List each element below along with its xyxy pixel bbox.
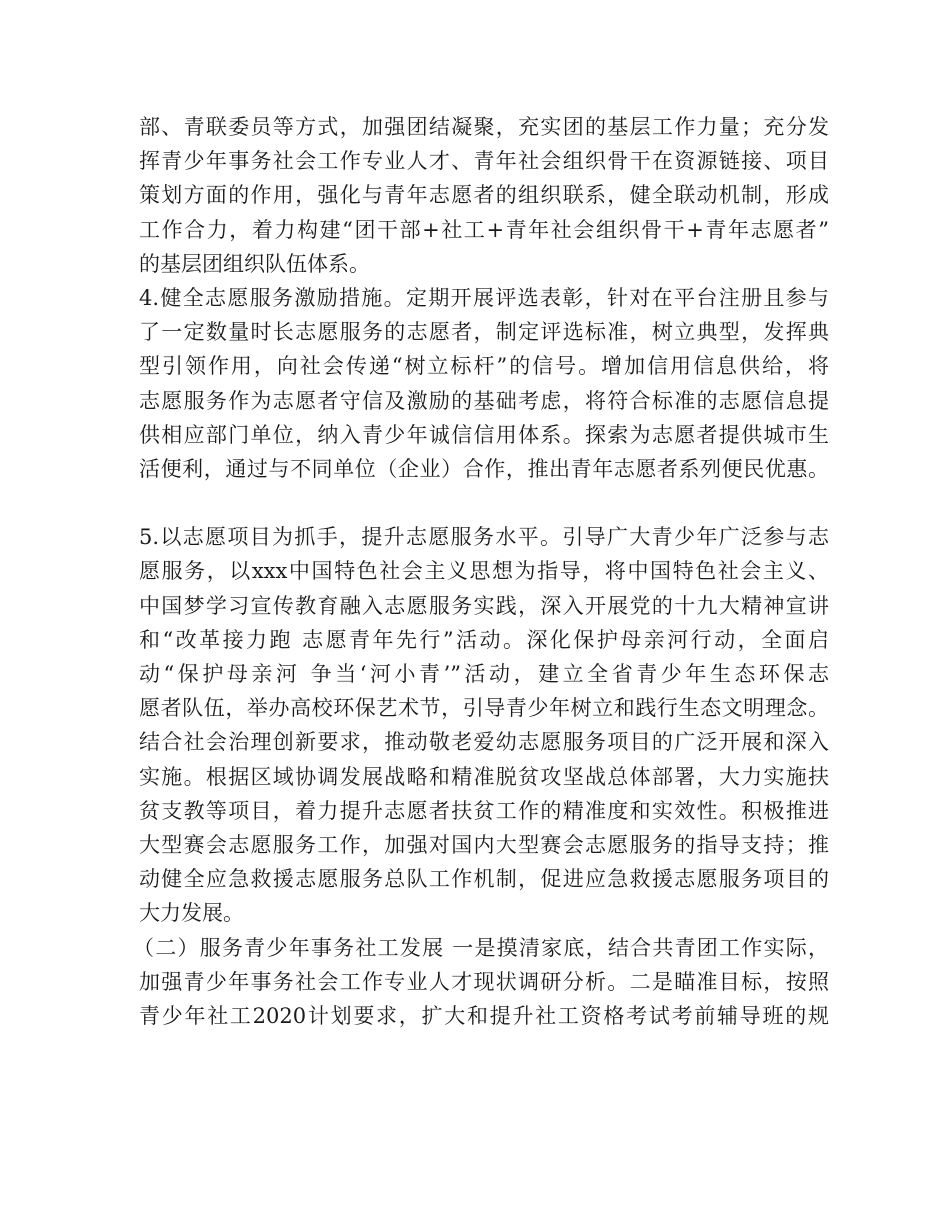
text-line: 挥青少年事务社会工作专业人才、青年社会组织骨干在资源链接、项目 xyxy=(139,149,829,174)
text-line: 了一定数量时长志愿服务的志愿者，制定评选标准，树立典型，发挥典 xyxy=(139,320,829,345)
paragraph-item-4 xyxy=(139,281,829,486)
text-line: 愿者队伍，举办高校环保艺术节，引导青少年树立和践行生态文明理念。 xyxy=(139,696,829,721)
paragraph-gap xyxy=(139,486,829,520)
text-line: 中国梦学习宣传教育融入志愿服务实践，深入开展党的十九大精神宣讲 xyxy=(139,593,829,618)
text-line: 和“改革接力跑 志愿青年先行”活动。深化保护母亲河行动，全面启 xyxy=(139,627,829,652)
text-line: 贫支教等项目，着力提升志愿者扶贫工作的精准度和实效性。积极推进 xyxy=(139,798,829,823)
text-line: 活便利，通过与不同单位（企业）合作，推出青年志愿者系列便民优惠。 xyxy=(139,456,829,481)
document-body xyxy=(133,110,829,1033)
text-line: 青少年社工2020计划要求，扩大和提升社工资格考试考前辅导班的规 xyxy=(139,1003,829,1028)
text-line: 大力发展。 xyxy=(139,901,244,926)
text-line: 结合社会治理创新要求，推动敬老爱幼志愿服务项目的广泛开展和深入 xyxy=(139,730,829,755)
text-line: 供相应部门单位，纳入青少年诚信信用体系。探索为志愿者提供城市生 xyxy=(139,422,829,447)
text-line: 动“保护母亲河 争当‘河小青’”活动，建立全省青少年生态环保志 xyxy=(139,662,829,686)
text-line: 加强青少年事务社会工作专业人才现状调研分析。二是瞄准目标，按照 xyxy=(139,969,829,994)
text-line: 部、青联委员等方式，加强团结凝聚，充实团的基层工作力量；充分发 xyxy=(139,115,829,139)
text-line: 愿服务，以xxx中国特色社会主义思想为指导，将中国特色社会主义、 xyxy=(139,559,829,584)
text-line: 的基层团组织队伍体系。 xyxy=(139,251,370,276)
text-line: 工作合力，着力构建“团干部+社工+青年社会组织骨干+青年志愿者” xyxy=(139,217,829,242)
text-line: 5.以志愿项目为抓手，提升志愿服务水平。引导广大青少年广泛参与志 xyxy=(139,525,829,550)
text-line: 志愿服务作为志愿者守信及激励的基础考虑，将符合标准的志愿信息提 xyxy=(139,388,829,413)
text-line: 动健全应急救援志愿服务总队工作机制，促进应急救援志愿服务项目的 xyxy=(139,867,829,892)
paragraph-item-5 xyxy=(139,520,829,930)
text-line: 策划方面的作用，强化与青年志愿者的组织联系，健全联动机制，形成 xyxy=(139,183,829,208)
text-line: 4.健全志愿服务激励措施。定期开展评选表彰，针对在平台注册且参与 xyxy=(139,285,829,310)
text-line: 实施。根据区域协调发展战略和精准脱贫攻坚战总体部署，大力实施扶 xyxy=(139,764,829,789)
text-line: 型引领作用，向社会传递“树立标杆”的信号。增加信用信息供给，将 xyxy=(139,354,829,379)
text-line: （二）服务青少年事务社工发展 一是摸清家底，结合共青团工作实际， xyxy=(133,935,829,960)
paragraph-section-2 xyxy=(133,931,829,1034)
text-line: 大型赛会志愿服务工作，加强对国内大型赛会志愿服务的指导支持；推 xyxy=(139,832,829,857)
paragraph-continuation xyxy=(139,110,829,281)
